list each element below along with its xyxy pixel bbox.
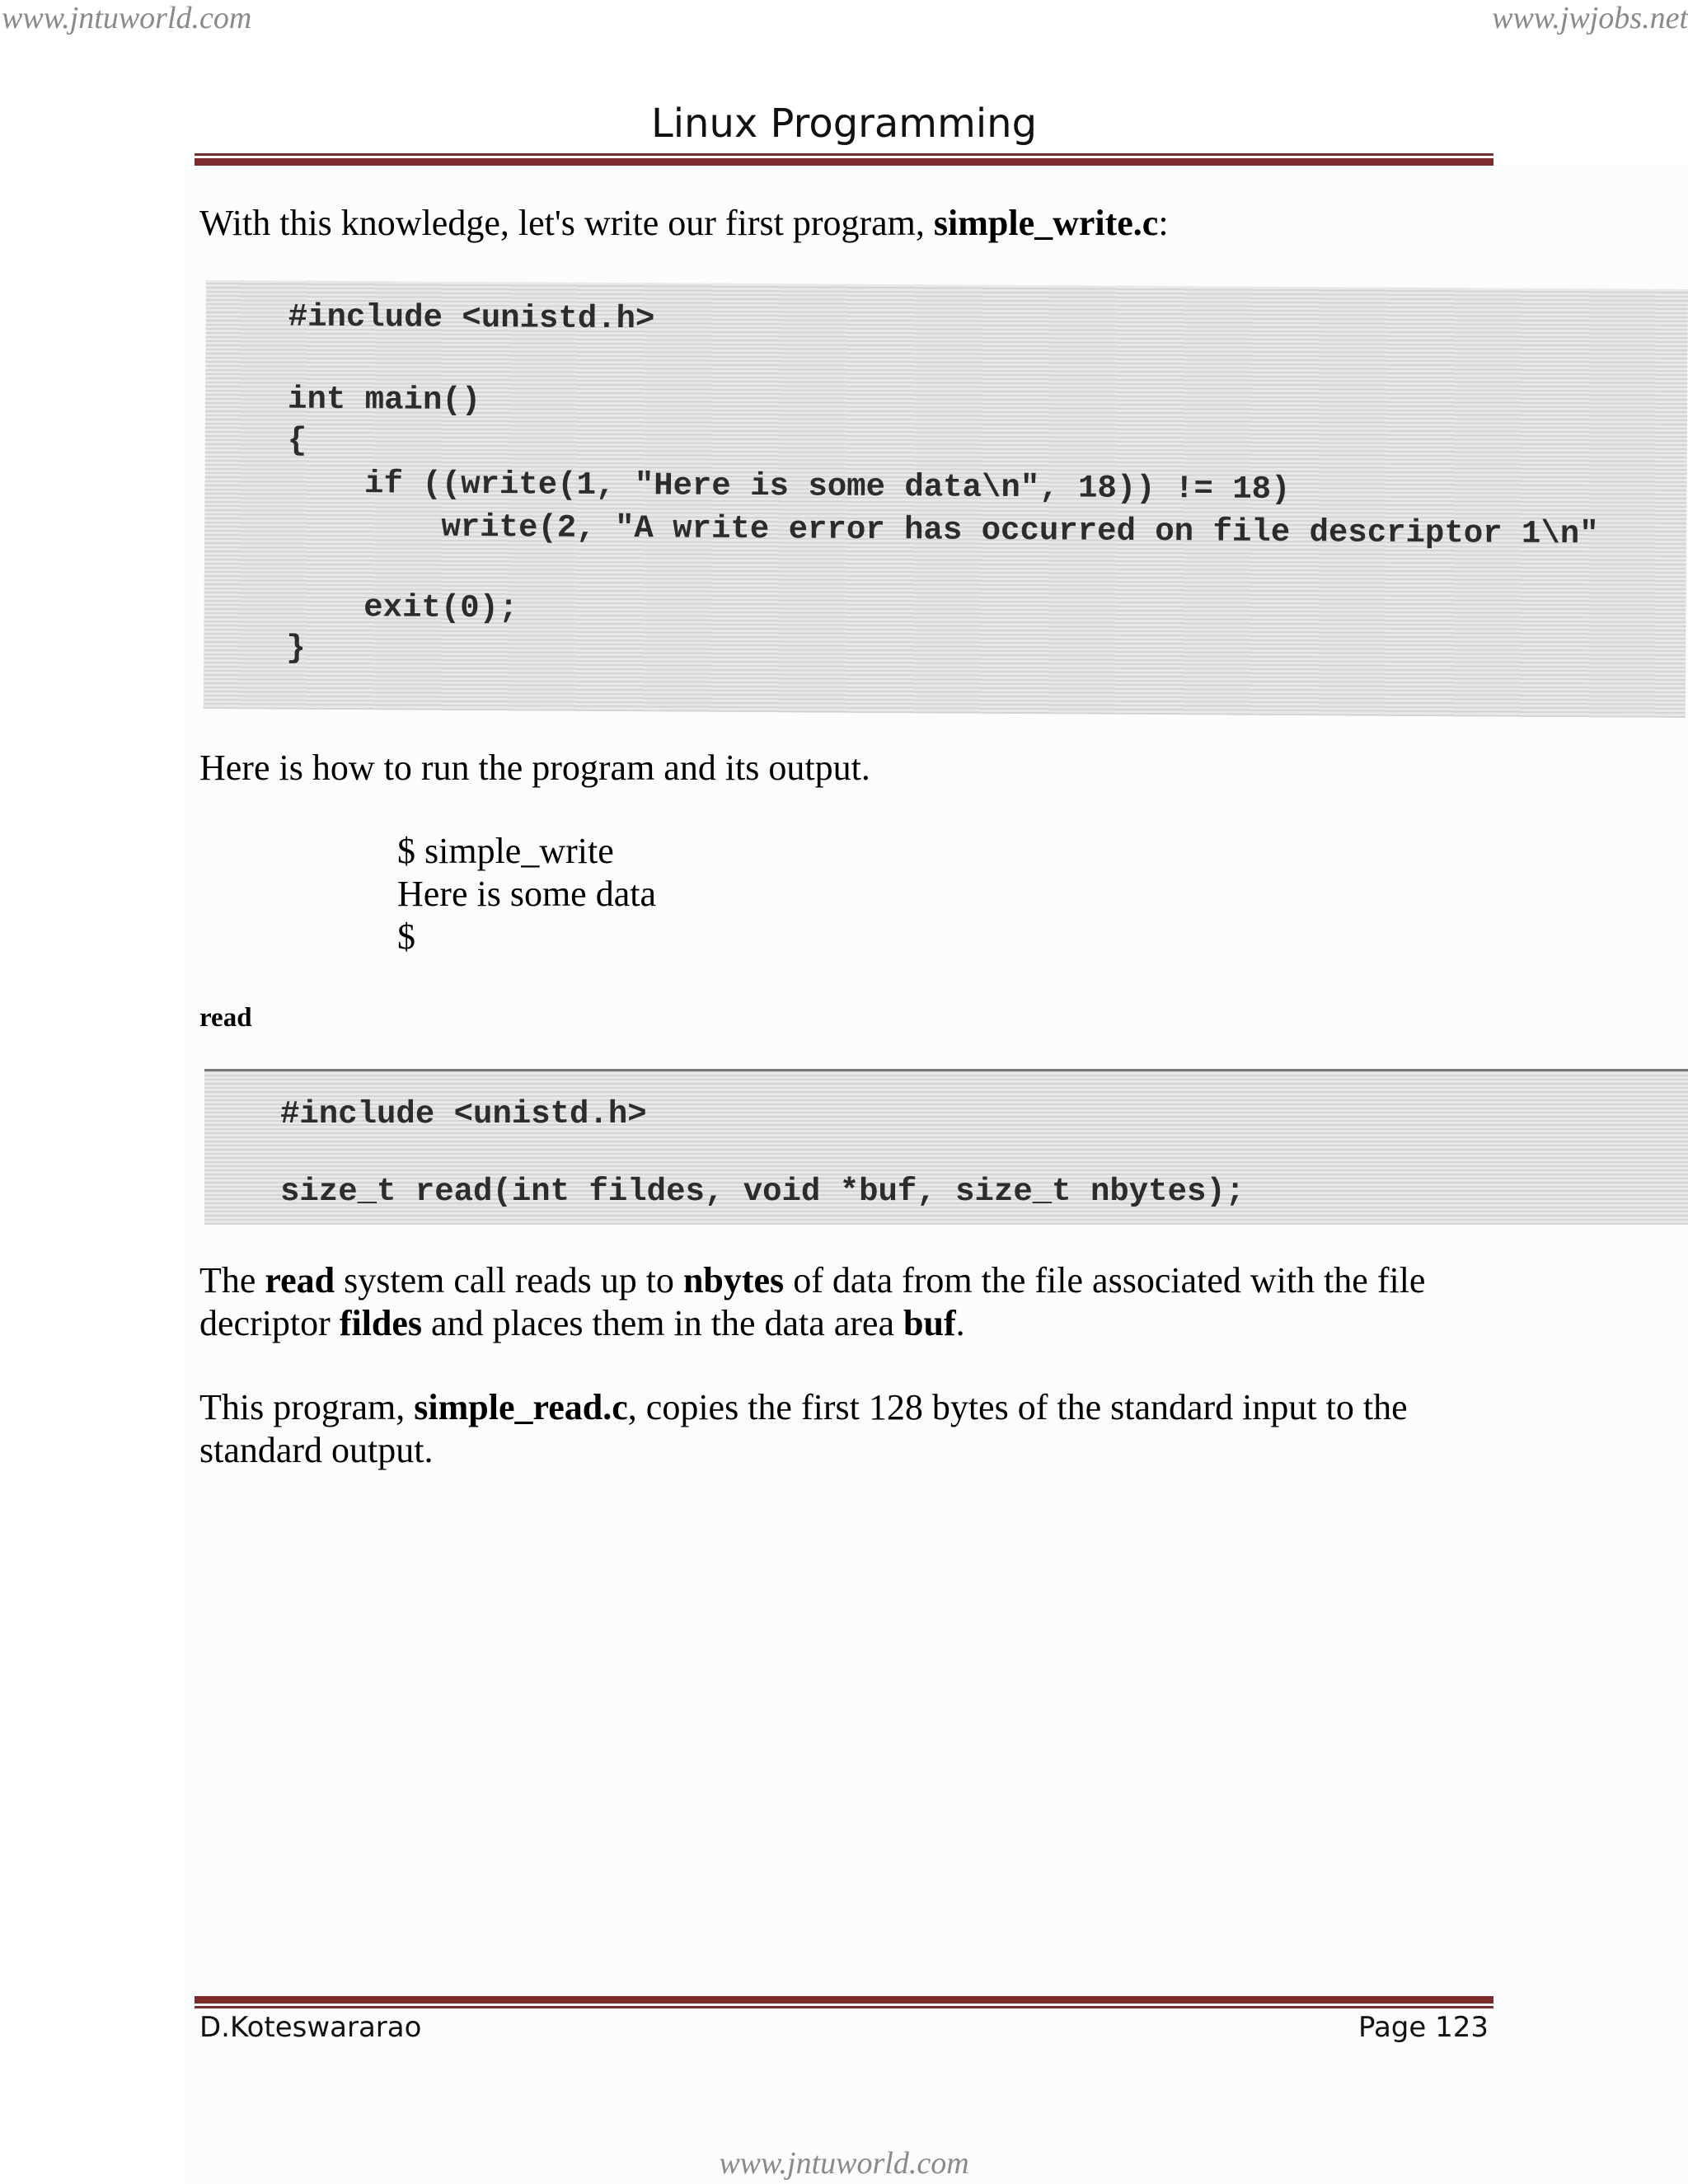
text-run: of data from the file associated with the file decriptor [199, 1260, 1426, 1343]
run-intro-paragraph: Here is how to run the program and its output. [199, 748, 870, 788]
code-line: write(2, "A write error has occurred on file descriptor 1\n" [287, 508, 1599, 553]
intro-paragraph [199, 202, 1510, 245]
watermark-top-left: www.jntuworld.com [2, 1, 252, 35]
code-line: } [286, 630, 306, 667]
intro-suffix: : [1158, 203, 1169, 243]
bold-term: buf [903, 1303, 956, 1343]
run-output [397, 830, 1688, 958]
code-block-read-signature [204, 1069, 1688, 1225]
code-block-simple-write [204, 280, 1688, 718]
watermark-top-right: www.jwjobs.net [1492, 1, 1688, 35]
text-run: system call reads up to [335, 1260, 683, 1301]
text-run: . [955, 1303, 965, 1343]
text-run: , copies the first 128 bytes of the standard input to the standard output. [199, 1387, 1408, 1470]
simple-read-paragraph [199, 1386, 1510, 1472]
output-line: $ simple_write [397, 831, 614, 871]
code-line: size_t read(int fildes, void *buf, size_t nbytes); [280, 1174, 1245, 1210]
footer-rule-thick [195, 1996, 1493, 2004]
code-line: int main() [287, 381, 481, 419]
bold-term: simple_read.c [414, 1387, 628, 1427]
output-line: Here is some data [397, 874, 656, 914]
read-description-paragraph [199, 1259, 1510, 1345]
code-line: #include <unistd.h> [288, 298, 655, 338]
watermark-bottom: www.jntuworld.com [719, 2146, 969, 2181]
intro-filename: simple_write.c [933, 203, 1159, 243]
footer-page-number: Page 123 [1357, 2011, 1489, 2044]
output-line: $ [397, 916, 415, 957]
intro-text: With this knowledge, let's write our first program, [199, 203, 934, 243]
code-line: exit(0); [286, 588, 518, 627]
code-line: { [287, 422, 307, 459]
footer-author: D.Koteswararao [199, 2011, 422, 2044]
bold-term: nbytes [682, 1260, 785, 1301]
header-rule-thin [195, 153, 1493, 156]
header-rule-thick [195, 158, 1493, 166]
footer-rule-thin [195, 2006, 1493, 2008]
text-run: and places them in the data area [422, 1303, 903, 1343]
bold-term: read [265, 1260, 335, 1301]
text-run: The [199, 1260, 265, 1301]
section-heading-read: read [199, 1003, 252, 1033]
code-line: if ((write(1, "Here is some data\n", 18)) != 18) [287, 465, 1291, 509]
text-run: This program, [199, 1387, 415, 1427]
code-line: #include <unistd.h> [280, 1096, 647, 1132]
page-header-title: Linux Programming [650, 101, 1038, 147]
bold-term: fildes [339, 1303, 423, 1343]
